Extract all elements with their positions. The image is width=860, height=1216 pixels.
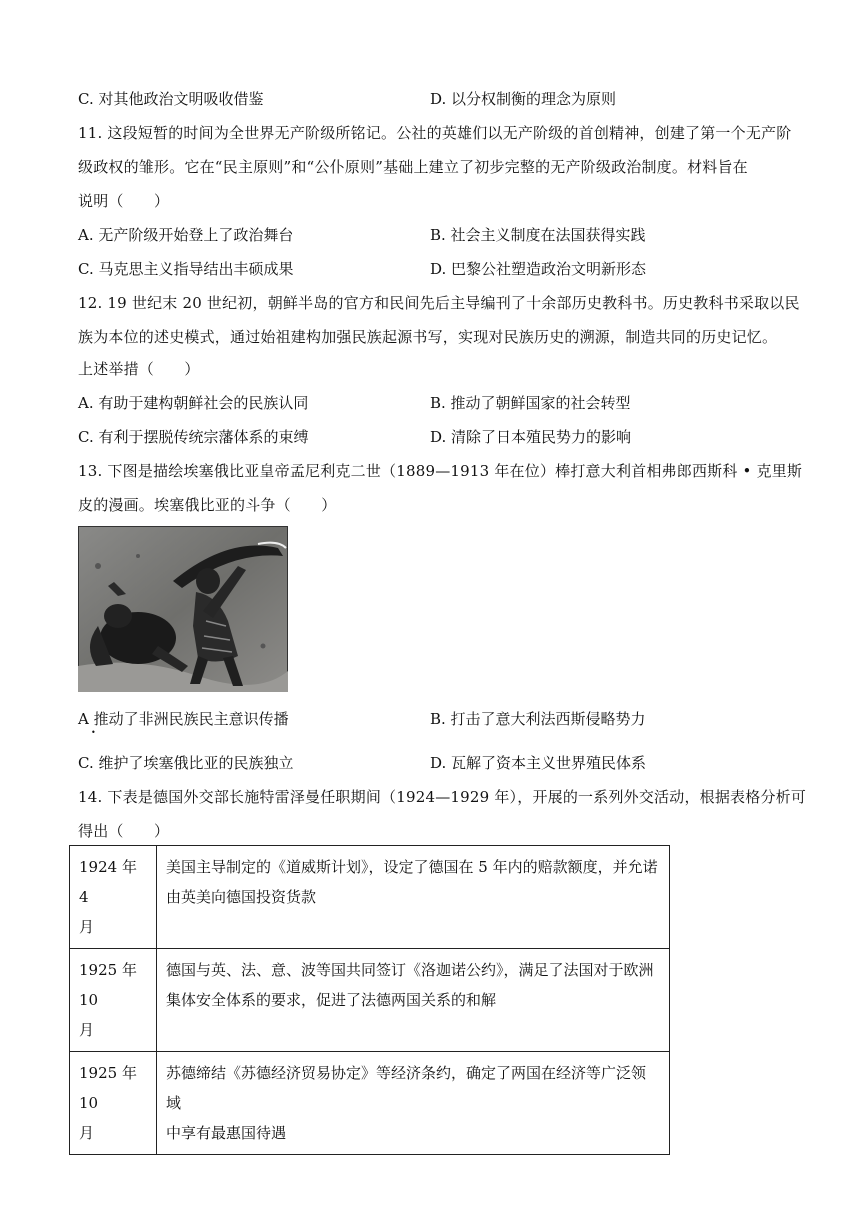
q12-option-d: D. 清除了日本殖民势力的影响 [430, 428, 632, 446]
table-row [70, 846, 670, 949]
table-cell-date [70, 846, 157, 949]
q13-stem-line-2: 皮的漫画。埃塞俄比亚的斗争（ ） [78, 496, 337, 514]
table-cell-event [157, 949, 670, 1052]
event-line: 苏德缔结《苏德经济贸易协定》等经济条约，确定了两国在经济等广泛领域 [166, 1064, 647, 1112]
event-line: 集体安全体系的要求，促进了法德两国关系的和解 [166, 991, 497, 1009]
table-cell-event [157, 846, 670, 949]
table-row [70, 949, 670, 1052]
date-line: 月 [79, 1124, 95, 1142]
event-line: 由英美向德国投资货款 [166, 888, 317, 906]
event-line: 中享有最惠国待遇 [166, 1124, 287, 1142]
event-line: 美国主导制定的《道威斯计划》，设定了德国在 5 年内的赔款额度，并允诺 [166, 858, 658, 876]
stray-dot-mark: • [91, 728, 96, 737]
q11-option-b: B. 社会主义制度在法国获得实践 [430, 226, 646, 244]
table-cell-event [157, 1052, 670, 1155]
q13-option-b: B. 打击了意大利法西斯侵略势力 [430, 710, 646, 728]
q12-option-a: A. 有助于建构朝鲜社会的民族认同 [78, 394, 309, 412]
diplomacy-table [69, 845, 670, 1155]
q12-option-b: B. 推动了朝鲜国家的社会转型 [430, 394, 631, 412]
q12-stem-line-3: 上述举措（ ） [78, 360, 200, 378]
table-cell-date [70, 949, 157, 1052]
q13-option-d: D. 瓦解了资本主义世界殖民体系 [430, 754, 647, 772]
date-line: 月 [79, 918, 95, 936]
table-row [70, 1052, 670, 1155]
table-cell-date [70, 1052, 157, 1155]
date-line: 月 [79, 1021, 95, 1039]
q11-stem-line-2: 级政权的雏形。它在“民主原则”和“公仆原则”基础上建立了初步完整的无产阶级政治制度。材料旨在 [78, 158, 748, 176]
q11-stem-line-3: 说明（ ） [78, 192, 170, 210]
event-line: 德国与英、法、意、波等国共同签订《洛迦诺公约》，满足了法国对于欧洲 [166, 961, 654, 979]
q11-option-c: C. 马克思主义指导结出丰硕成果 [78, 260, 294, 278]
date-line: 1924 年 4 [79, 858, 137, 906]
q12-stem-line-2: 族为本位的述史模式，通过始祖建构加强民族起源书写，实现对民族历史的溯源，制造共同的历史记忆。 [78, 328, 778, 346]
q14-stem-line-1: 14. 下表是德国外交部长施特雷泽曼任职期间（1924—1929 年），开展的一系列外交活动，根据表格分析可 [78, 788, 807, 806]
q12-option-c: C. 有利于摆脱传统宗藩体系的束缚 [78, 428, 309, 446]
q11-stem-line-1: 11. 这段短暂的时间为全世界无产阶级所铭记。公社的英雄们以无产阶级的首创精神，创建了第一个无产阶 [78, 124, 792, 142]
q14-stem-line-2: 得出（ ） [78, 822, 170, 840]
q11-option-d: D. 巴黎公社塑造政治文明新形态 [430, 260, 647, 278]
q11-option-a: A. 无产阶级开始登上了政治舞台 [78, 226, 294, 244]
q13-option-c: C. 维护了埃塞俄比亚的民族独立 [78, 754, 294, 772]
q13-stem-line-1: 13. 下图是描绘埃塞俄比亚皇帝孟尼利克二世（1889—1913 年在位）棒打意大利首相弗郎西斯科 • 克里斯 [78, 462, 803, 480]
date-line: 1925 年 10 [79, 1064, 137, 1112]
cartoon-image [78, 526, 288, 692]
q10-option-c: C. 对其他政治文明吸收借鉴 [78, 90, 264, 108]
q13-option-a: A 推动了非洲民族民主意识传播 [78, 710, 289, 728]
q10-option-d: D. 以分权制衡的理念为原则 [430, 90, 617, 108]
date-line: 1925 年 10 [79, 961, 137, 1009]
q12-stem-line-1: 12. 19 世纪末 20 世纪初，朝鲜半岛的官方和民间先后主导编刊了十余部历史教科书。历史教科书采取以民 [78, 294, 800, 312]
